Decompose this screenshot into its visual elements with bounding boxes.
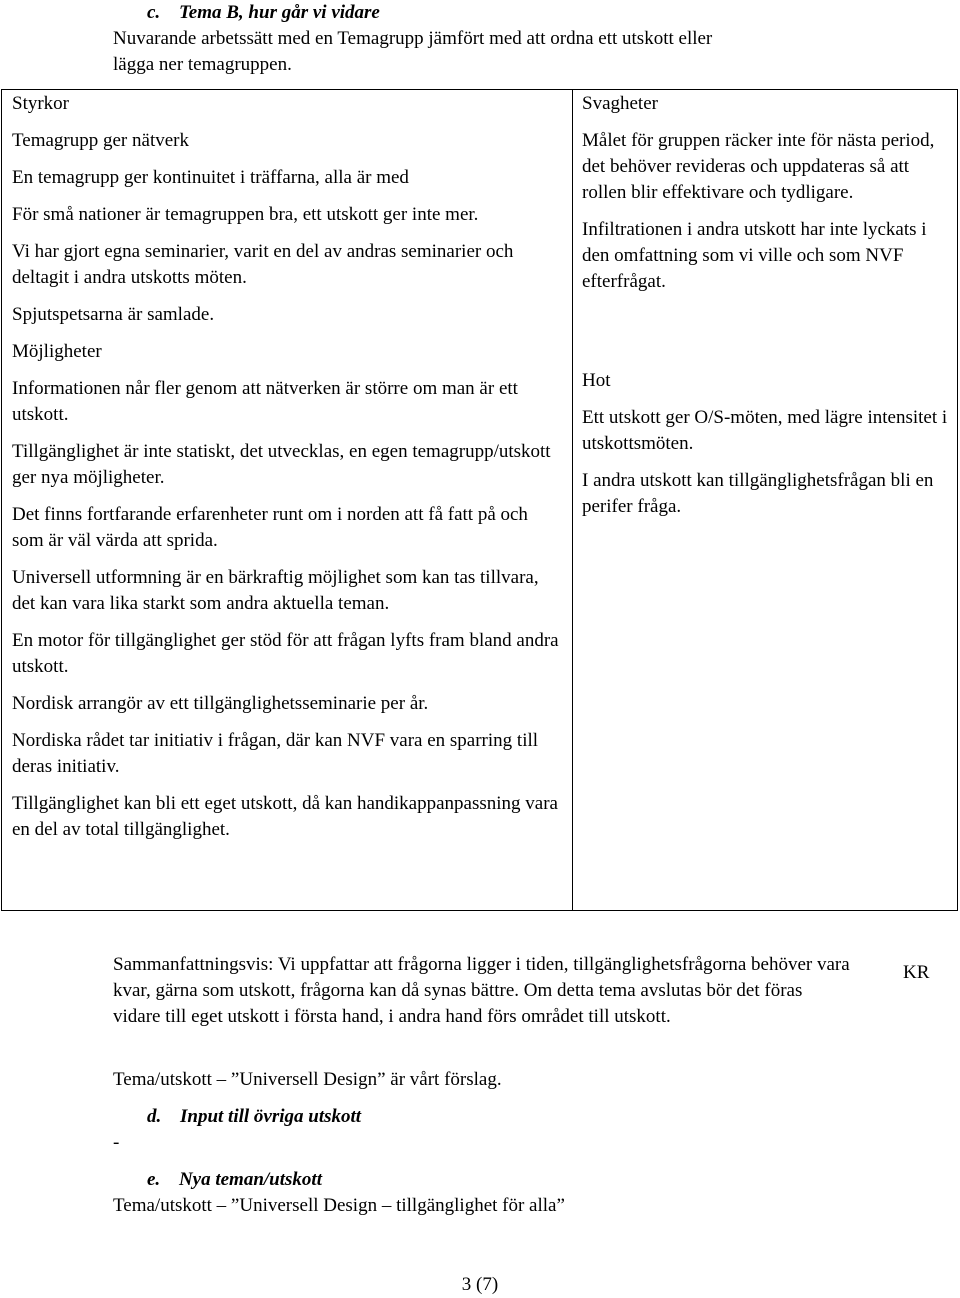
opportunity-item: Tillgänglighet kan bli ett eget utskott, då kan handikappanpassning vara en del av total tillgänglighet. (12, 793, 558, 840)
swot-right-column (582, 91, 950, 306)
intro-line-1: Nuvarande arbetssätt med en Temagrupp jämfört med att ordna ett utskott eller (113, 28, 713, 49)
section-e-text: Tema/utskott – ”Universell Design – tillgänglighet för alla” (113, 1195, 565, 1216)
section-c-letter: c. (147, 2, 161, 23)
section-d-heading (147, 1104, 361, 1130)
threat-item: I andra utskott kan tillgänglighetsfrågan bli en perifer fråga. (582, 470, 934, 517)
swot-threats-block (582, 368, 950, 531)
strength-item: Temagrupp ger nätverk (12, 130, 189, 151)
section-e-heading (147, 1167, 322, 1193)
section-d-title: Input till övriga utskott (180, 1106, 362, 1127)
section-c-title: Tema B, hur går vi vidare (178, 2, 380, 23)
threat-item: Ett utskott ger O/S-möten, med lägre intensitet i utskottsmöten. (582, 407, 948, 454)
section-d-dash: - (113, 1132, 120, 1153)
section-c-heading (147, 0, 380, 26)
section-d-letter: d. (147, 1106, 162, 1127)
opportunity-item: Informationen når fler genom att nätverken är större om man är ett utskott. (12, 378, 518, 425)
strengths-title: Styrkor (12, 93, 69, 114)
weakness-item: Målet för gruppen räcker inte för nästa period, det behöver revideras och uppdateras så att rollen blir effektivare och tydligare. (582, 130, 935, 203)
threats-title: Hot (582, 370, 611, 391)
opportunity-item: Det finns fortfarande erfarenheter runt om i norden att få fatt på och som är väl värda att sprida. (12, 504, 528, 551)
strength-item: Spjutspetsarna är samlade. (12, 304, 215, 325)
strength-item: Vi har gjort egna seminarier, varit en del av andras seminarier och deltagit i andra utskotts möten. (12, 241, 514, 288)
opportunity-item: Nordiska rådet tar initiativ i frågan, där kan NVF vara en sparring till deras initiativ. (12, 730, 539, 777)
section-e-letter: e. (147, 1169, 161, 1190)
page-number: 3 (7) (461, 1274, 499, 1295)
opportunity-item: Nordisk arrangör av ett tillgänglighetsseminarie per år. (12, 693, 429, 714)
swot-table (1, 89, 958, 911)
opportunity-item: Tillgänglighet är inte statiskt, det utvecklas, en egen temagrupp/utskott ger nya möjligheter. (12, 441, 551, 488)
strength-item: För små nationer är temagruppen bra, ett utskott ger inte mer. (12, 204, 479, 225)
table-column-divider (572, 90, 573, 910)
weaknesses-title: Svagheter (582, 93, 658, 114)
weakness-item: Infiltrationen i andra utskott har inte lyckats i den omfattning som vi ville och som NVF efterfrågat. (582, 219, 927, 292)
summary-paragraph: Sammanfattningsvis: Vi uppfattar att frågorna ligger i tiden, tillgänglighetsfrågorna behöver vara kvar, gärna som utskott, frågorna kan då synas bättre. Om detta tema avslutas bör det föras vidare till eget utskott i första hand, i andra hand förs området till utskott. (113, 954, 850, 1027)
strength-item: En temagrupp ger kontinuitet i träffarna, alla är med (12, 167, 409, 188)
swot-left-column (12, 91, 564, 854)
section-e-title: Nya teman/utskott (178, 1169, 322, 1190)
author-initials: KR (903, 962, 930, 983)
opportunity-item: En motor för tillgänglighet ger stöd för att frågan lyfts fram bland andra utskott. (12, 630, 559, 677)
proposal-line: Tema/utskott – ”Universell Design” är vårt förslag. (113, 1069, 502, 1090)
opportunities-title: Möjligheter (12, 341, 102, 362)
intro-line-2: lägga ner temagruppen. (113, 54, 292, 75)
opportunity-item: Universell utformning är en bärkraftig möjlighet som kan tas tillvara, det kan vara lika starkt som andra aktuella teman. (12, 567, 539, 614)
